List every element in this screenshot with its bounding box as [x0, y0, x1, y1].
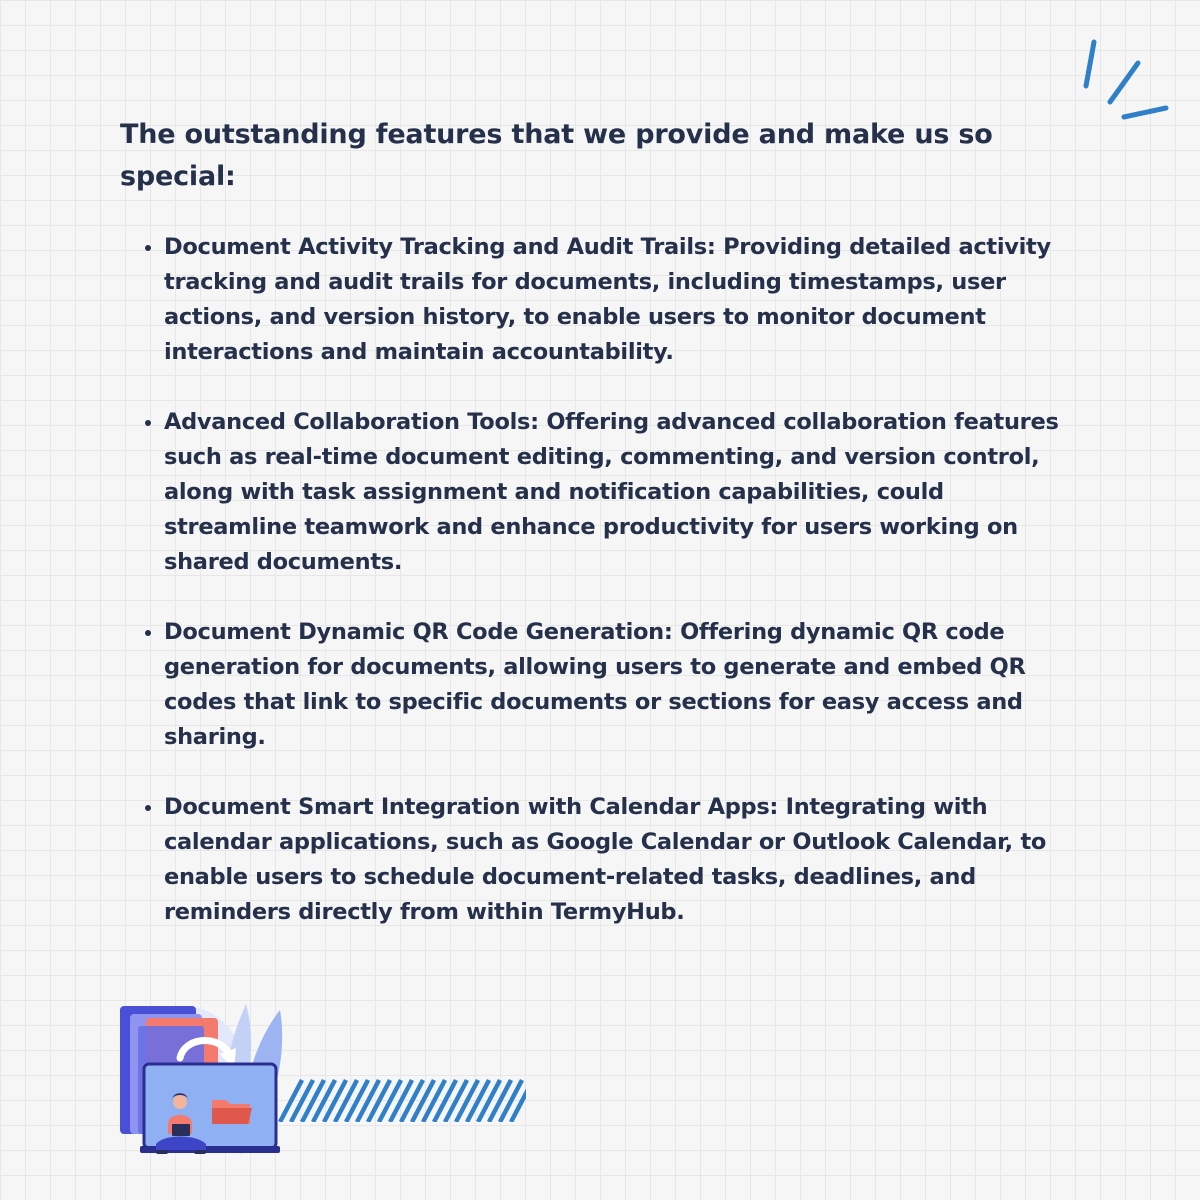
person-laptop: [172, 1124, 190, 1136]
stripe: [489, 1080, 511, 1122]
stripe: [412, 1080, 434, 1122]
stripe: [313, 1080, 335, 1122]
page-title: The outstanding features that we provide and make us so special:: [120, 119, 993, 192]
feature-item-collaboration-tools: • Advanced Collaboration Tools: Offering advanced collaboration features such as real-time document editing, commenting, and version control, along with task assignment and notification capabilities, could streamline teamwork and enhance productivity for users working on shared documents.: [164, 405, 1080, 580]
stripe: [346, 1080, 368, 1122]
folder-sync-laptop-illustration: [112, 996, 292, 1166]
stripe: [357, 1080, 379, 1122]
stripe: [302, 1080, 324, 1122]
feature-item-calendar-integration: • Document Smart Integration with Calendar Apps: Integrating with calendar applications, such as Google Calendar or Outlook Calendar, to enable users to schedule document-related tasks, deadlines, and reminders directly from within TermyHub.: [164, 790, 1080, 930]
stripe: [445, 1080, 467, 1122]
person-head: [173, 1095, 187, 1109]
diagonal-stripes-decoration: [272, 1078, 526, 1122]
stripe: [423, 1080, 445, 1122]
stripe: [500, 1080, 522, 1122]
laptop-screen: [144, 1064, 276, 1148]
stripe: [467, 1080, 489, 1122]
stripe: [434, 1080, 456, 1122]
feature-item-activity-tracking: • Document Activity Tracking and Audit Trails: Providing detailed activity tracking and audit trails for documents, including timestamps, user actions, and version history, to enable users to monitor document interactions and maintain accountability.: [164, 230, 1080, 370]
stripe: [291, 1080, 313, 1122]
sparkle-lines-icon: [1070, 30, 1180, 130]
stripe: [324, 1080, 346, 1122]
stripe: [478, 1080, 500, 1122]
stripe: [456, 1080, 478, 1122]
feature-list: [120, 230, 1080, 965]
stripe: [335, 1080, 357, 1122]
stripe: [401, 1080, 423, 1122]
stripe: [390, 1080, 412, 1122]
feature-item-qr-code-generation: • Document Dynamic QR Code Generation: Offering dynamic QR code generation for documents, allowing users to generate and embed QR codes that link to specific documents or sections for easy access and sharing.: [164, 615, 1080, 755]
stripe: [379, 1080, 401, 1122]
stripe: [368, 1080, 390, 1122]
